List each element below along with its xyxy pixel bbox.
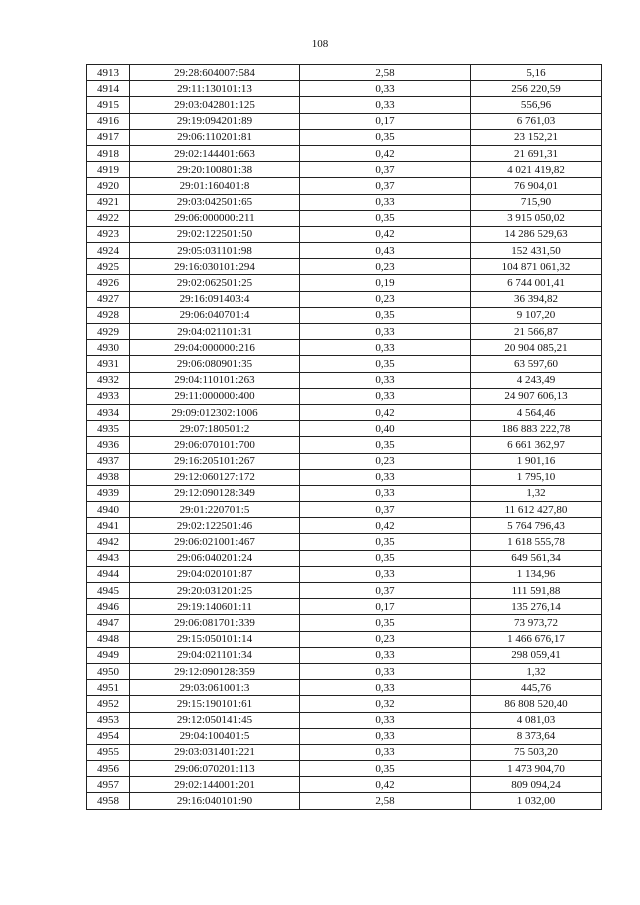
row-number-cell: 4944 bbox=[87, 566, 130, 582]
row-number-cell: 4941 bbox=[87, 518, 130, 534]
rate-cell: 2,58 bbox=[300, 793, 471, 809]
row-number-cell: 4942 bbox=[87, 534, 130, 550]
table-row bbox=[87, 696, 602, 712]
value-cell: 298 059,41 bbox=[471, 647, 602, 663]
value-cell: 63 597,60 bbox=[471, 356, 602, 372]
table-row bbox=[87, 291, 602, 307]
table-row bbox=[87, 129, 602, 145]
value-cell: 152 431,50 bbox=[471, 243, 602, 259]
row-number-cell: 4920 bbox=[87, 178, 130, 194]
table-row bbox=[87, 502, 602, 518]
rate-cell: 0,43 bbox=[300, 243, 471, 259]
rate-cell: 0,42 bbox=[300, 145, 471, 161]
value-cell: 11 612 427,80 bbox=[471, 502, 602, 518]
rate-cell: 0,37 bbox=[300, 502, 471, 518]
row-number-cell: 4923 bbox=[87, 226, 130, 242]
cadastral-number-cell: 29:06:080901:35 bbox=[130, 356, 300, 372]
rate-cell: 0,33 bbox=[300, 324, 471, 340]
value-cell: 21 566,87 bbox=[471, 324, 602, 340]
row-number-cell: 4934 bbox=[87, 404, 130, 420]
table-row bbox=[87, 243, 602, 259]
row-number-cell: 4943 bbox=[87, 550, 130, 566]
table-row bbox=[87, 275, 602, 291]
row-number-cell: 4955 bbox=[87, 744, 130, 760]
row-number-cell: 4921 bbox=[87, 194, 130, 210]
row-number-cell: 4938 bbox=[87, 469, 130, 485]
value-cell: 5 764 796,43 bbox=[471, 518, 602, 534]
value-cell: 86 808 520,40 bbox=[471, 696, 602, 712]
rate-cell: 0,37 bbox=[300, 162, 471, 178]
row-number-cell: 4936 bbox=[87, 437, 130, 453]
cadastral-number-cell: 29:12:050141:45 bbox=[130, 712, 300, 728]
value-cell: 6 744 001,41 bbox=[471, 275, 602, 291]
value-cell: 1,32 bbox=[471, 663, 602, 679]
cadastral-number-cell: 29:20:100801:38 bbox=[130, 162, 300, 178]
row-number-cell: 4957 bbox=[87, 777, 130, 793]
rate-cell: 0,33 bbox=[300, 663, 471, 679]
cadastral-number-cell: 29:06:000000:211 bbox=[130, 210, 300, 226]
cadastral-number-cell: 29:06:110201:81 bbox=[130, 129, 300, 145]
row-number-cell: 4935 bbox=[87, 421, 130, 437]
row-number-cell: 4916 bbox=[87, 113, 130, 129]
cadastral-number-cell: 29:15:190101:61 bbox=[130, 696, 300, 712]
row-number-cell: 4922 bbox=[87, 210, 130, 226]
row-number-cell: 4933 bbox=[87, 388, 130, 404]
row-number-cell: 4917 bbox=[87, 129, 130, 145]
cadastral-number-cell: 29:06:070101:700 bbox=[130, 437, 300, 453]
table-row bbox=[87, 437, 602, 453]
row-number-cell: 4958 bbox=[87, 793, 130, 809]
value-cell: 1 618 555,78 bbox=[471, 534, 602, 550]
rate-cell: 0,33 bbox=[300, 566, 471, 582]
rate-cell: 0,37 bbox=[300, 583, 471, 599]
value-cell: 1 901,16 bbox=[471, 453, 602, 469]
value-cell: 186 883 222,78 bbox=[471, 421, 602, 437]
table-row bbox=[87, 404, 602, 420]
value-cell: 4 021 419,82 bbox=[471, 162, 602, 178]
table-row bbox=[87, 97, 602, 113]
rate-cell: 2,58 bbox=[300, 65, 471, 81]
table-row bbox=[87, 65, 602, 81]
value-cell: 36 394,82 bbox=[471, 291, 602, 307]
cadastral-number-cell: 29:03:031401:221 bbox=[130, 744, 300, 760]
value-cell: 4 243,49 bbox=[471, 372, 602, 388]
rate-cell: 0,35 bbox=[300, 615, 471, 631]
value-cell: 135 276,14 bbox=[471, 599, 602, 615]
table-row bbox=[87, 761, 602, 777]
value-cell: 9 107,20 bbox=[471, 307, 602, 323]
value-cell: 76 904,01 bbox=[471, 178, 602, 194]
cadastral-number-cell: 29:15:050101:14 bbox=[130, 631, 300, 647]
cadastral-number-cell: 29:06:021001:467 bbox=[130, 534, 300, 550]
cadastral-number-cell: 29:06:070201:113 bbox=[130, 761, 300, 777]
table-row bbox=[87, 534, 602, 550]
rate-cell: 0,32 bbox=[300, 696, 471, 712]
cadastral-number-cell: 29:06:081701:339 bbox=[130, 615, 300, 631]
row-number-cell: 4953 bbox=[87, 712, 130, 728]
value-cell: 14 286 529,63 bbox=[471, 226, 602, 242]
cadastral-number-cell: 29:03:042501:65 bbox=[130, 194, 300, 210]
row-number-cell: 4925 bbox=[87, 259, 130, 275]
cadastral-number-cell: 29:03:042801:125 bbox=[130, 97, 300, 113]
row-number-cell: 4952 bbox=[87, 696, 130, 712]
row-number-cell: 4947 bbox=[87, 615, 130, 631]
table-row bbox=[87, 210, 602, 226]
cadastral-number-cell: 29:12:060127:172 bbox=[130, 469, 300, 485]
rate-cell: 0,23 bbox=[300, 631, 471, 647]
value-cell: 73 973,72 bbox=[471, 615, 602, 631]
cadastral-number-cell: 29:07:180501:2 bbox=[130, 421, 300, 437]
cadastral-number-cell: 29:16:205101:267 bbox=[130, 453, 300, 469]
value-cell: 21 691,31 bbox=[471, 145, 602, 161]
row-number-cell: 4930 bbox=[87, 340, 130, 356]
cadastral-number-cell: 29:12:090128:359 bbox=[130, 663, 300, 679]
row-number-cell: 4954 bbox=[87, 728, 130, 744]
cadastral-number-cell: 29:02:122501:50 bbox=[130, 226, 300, 242]
table-row bbox=[87, 663, 602, 679]
value-cell: 5,16 bbox=[471, 65, 602, 81]
rate-cell: 0,23 bbox=[300, 259, 471, 275]
cadastral-number-cell: 29:12:090128:349 bbox=[130, 485, 300, 501]
table-row bbox=[87, 324, 602, 340]
cadastral-number-cell: 29:06:040201:24 bbox=[130, 550, 300, 566]
cadastral-number-cell: 29:04:021101:34 bbox=[130, 647, 300, 663]
rate-cell: 0,17 bbox=[300, 113, 471, 129]
row-number-cell: 4950 bbox=[87, 663, 130, 679]
rate-cell: 0,33 bbox=[300, 97, 471, 113]
table-row bbox=[87, 550, 602, 566]
cadastral-number-cell: 29:11:000000:400 bbox=[130, 388, 300, 404]
value-cell: 556,96 bbox=[471, 97, 602, 113]
value-cell: 6 761,03 bbox=[471, 113, 602, 129]
rate-cell: 0,37 bbox=[300, 178, 471, 194]
cadastral-number-cell: 29:04:000000:216 bbox=[130, 340, 300, 356]
cadastral-number-cell: 29:01:220701:5 bbox=[130, 502, 300, 518]
page-number: 108 bbox=[311, 38, 329, 50]
table-row bbox=[87, 469, 602, 485]
cadastral-number-cell: 29:01:160401:8 bbox=[130, 178, 300, 194]
table-row bbox=[87, 777, 602, 793]
value-cell: 8 373,64 bbox=[471, 728, 602, 744]
table-row bbox=[87, 226, 602, 242]
rate-cell: 0,42 bbox=[300, 518, 471, 534]
value-cell: 20 904 085,21 bbox=[471, 340, 602, 356]
cadastral-number-cell: 29:09:012302:1006 bbox=[130, 404, 300, 420]
rate-cell: 0,35 bbox=[300, 437, 471, 453]
cadastral-number-cell: 29:04:020101:87 bbox=[130, 566, 300, 582]
value-cell: 809 094,24 bbox=[471, 777, 602, 793]
table-row bbox=[87, 421, 602, 437]
rate-cell: 0,33 bbox=[300, 194, 471, 210]
value-cell: 104 871 061,32 bbox=[471, 259, 602, 275]
rate-cell: 0,33 bbox=[300, 469, 471, 485]
rate-cell: 0,35 bbox=[300, 307, 471, 323]
cadastral-number-cell: 29:20:031201:25 bbox=[130, 583, 300, 599]
table-row bbox=[87, 178, 602, 194]
table-row bbox=[87, 194, 602, 210]
rate-cell: 0,23 bbox=[300, 453, 471, 469]
value-cell: 1 466 676,17 bbox=[471, 631, 602, 647]
row-number-cell: 4914 bbox=[87, 81, 130, 97]
rate-cell: 0,33 bbox=[300, 728, 471, 744]
cadastral-number-cell: 29:03:061001:3 bbox=[130, 680, 300, 696]
cadastral-number-cell: 29:02:122501:46 bbox=[130, 518, 300, 534]
table-row bbox=[87, 356, 602, 372]
cadastral-number-cell: 29:02:144401:663 bbox=[130, 145, 300, 161]
rate-cell: 0,33 bbox=[300, 647, 471, 663]
value-cell: 1 473 904,70 bbox=[471, 761, 602, 777]
row-number-cell: 4948 bbox=[87, 631, 130, 647]
cadastral-number-cell: 29:16:030101:294 bbox=[130, 259, 300, 275]
row-number-cell: 4915 bbox=[87, 97, 130, 113]
value-cell: 256 220,59 bbox=[471, 81, 602, 97]
value-cell: 1 134,96 bbox=[471, 566, 602, 582]
cadastral-number-cell: 29:02:062501:25 bbox=[130, 275, 300, 291]
rate-cell: 0,35 bbox=[300, 550, 471, 566]
row-number-cell: 4951 bbox=[87, 680, 130, 696]
cadastral-number-cell: 29:04:021101:31 bbox=[130, 324, 300, 340]
value-cell: 4 081,03 bbox=[471, 712, 602, 728]
row-number-cell: 4927 bbox=[87, 291, 130, 307]
value-cell: 3 915 050,02 bbox=[471, 210, 602, 226]
row-number-cell: 4946 bbox=[87, 599, 130, 615]
row-number-cell: 4924 bbox=[87, 243, 130, 259]
table-row bbox=[87, 113, 602, 129]
rate-cell: 0,17 bbox=[300, 599, 471, 615]
row-number-cell: 4932 bbox=[87, 372, 130, 388]
row-number-cell: 4940 bbox=[87, 502, 130, 518]
table-body bbox=[87, 65, 602, 810]
value-cell: 4 564,46 bbox=[471, 404, 602, 420]
table-row bbox=[87, 615, 602, 631]
table-row bbox=[87, 599, 602, 615]
cadastral-number-cell: 29:19:140601:11 bbox=[130, 599, 300, 615]
rate-cell: 0,33 bbox=[300, 712, 471, 728]
cadastral-number-cell: 29:16:040101:90 bbox=[130, 793, 300, 809]
row-number-cell: 4928 bbox=[87, 307, 130, 323]
table-row bbox=[87, 680, 602, 696]
row-number-cell: 4929 bbox=[87, 324, 130, 340]
row-number-cell: 4926 bbox=[87, 275, 130, 291]
value-cell: 1 795,10 bbox=[471, 469, 602, 485]
table-row bbox=[87, 793, 602, 809]
rate-cell: 0,19 bbox=[300, 275, 471, 291]
table-row bbox=[87, 518, 602, 534]
cadastral-number-cell: 29:05:031101:98 bbox=[130, 243, 300, 259]
cadastral-number-cell: 29:19:094201:89 bbox=[130, 113, 300, 129]
value-cell: 649 561,34 bbox=[471, 550, 602, 566]
table-row bbox=[87, 145, 602, 161]
rate-cell: 0,33 bbox=[300, 485, 471, 501]
rate-cell: 0,35 bbox=[300, 761, 471, 777]
rate-cell: 0,33 bbox=[300, 388, 471, 404]
rate-cell: 0,33 bbox=[300, 680, 471, 696]
table-row bbox=[87, 453, 602, 469]
table-row bbox=[87, 340, 602, 356]
table-row bbox=[87, 631, 602, 647]
table-row bbox=[87, 485, 602, 501]
rate-cell: 0,35 bbox=[300, 356, 471, 372]
row-number-cell: 4937 bbox=[87, 453, 130, 469]
value-cell: 445,76 bbox=[471, 680, 602, 696]
row-number-cell: 4949 bbox=[87, 647, 130, 663]
value-cell: 111 591,88 bbox=[471, 583, 602, 599]
table-row bbox=[87, 372, 602, 388]
value-cell: 23 152,21 bbox=[471, 129, 602, 145]
cadastral-number-cell: 29:02:144001:201 bbox=[130, 777, 300, 793]
row-number-cell: 4945 bbox=[87, 583, 130, 599]
row-number-cell: 4918 bbox=[87, 145, 130, 161]
table-row bbox=[87, 583, 602, 599]
table-row bbox=[87, 259, 602, 275]
table-row bbox=[87, 728, 602, 744]
table-row bbox=[87, 647, 602, 663]
row-number-cell: 4919 bbox=[87, 162, 130, 178]
rate-cell: 0,35 bbox=[300, 534, 471, 550]
row-number-cell: 4931 bbox=[87, 356, 130, 372]
table-row bbox=[87, 307, 602, 323]
value-cell: 1,32 bbox=[471, 485, 602, 501]
table-row bbox=[87, 388, 602, 404]
value-cell: 6 661 362,97 bbox=[471, 437, 602, 453]
value-cell: 24 907 606,13 bbox=[471, 388, 602, 404]
row-number-cell: 4913 bbox=[87, 65, 130, 81]
rate-cell: 0,42 bbox=[300, 226, 471, 242]
rate-cell: 0,33 bbox=[300, 372, 471, 388]
rate-cell: 0,33 bbox=[300, 744, 471, 760]
rate-cell: 0,40 bbox=[300, 421, 471, 437]
rate-cell: 0,42 bbox=[300, 777, 471, 793]
table-row bbox=[87, 744, 602, 760]
rate-cell: 0,33 bbox=[300, 340, 471, 356]
table-row bbox=[87, 566, 602, 582]
data-table bbox=[86, 64, 602, 810]
cadastral-number-cell: 29:04:110101:263 bbox=[130, 372, 300, 388]
rate-cell: 0,23 bbox=[300, 291, 471, 307]
cadastral-number-cell: 29:11:130101:13 bbox=[130, 81, 300, 97]
table-row bbox=[87, 712, 602, 728]
value-cell: 75 503,20 bbox=[471, 744, 602, 760]
rate-cell: 0,33 bbox=[300, 81, 471, 97]
cadastral-number-cell: 29:16:091403:4 bbox=[130, 291, 300, 307]
cadastral-number-cell: 29:06:040701:4 bbox=[130, 307, 300, 323]
rate-cell: 0,35 bbox=[300, 129, 471, 145]
rate-cell: 0,42 bbox=[300, 404, 471, 420]
rate-cell: 0,35 bbox=[300, 210, 471, 226]
cadastral-number-cell: 29:04:100401:5 bbox=[130, 728, 300, 744]
value-cell: 1 032,00 bbox=[471, 793, 602, 809]
table-row bbox=[87, 81, 602, 97]
table-row bbox=[87, 162, 602, 178]
value-cell: 715,90 bbox=[471, 194, 602, 210]
cadastral-number-cell: 29:28:604007:584 bbox=[130, 65, 300, 81]
row-number-cell: 4939 bbox=[87, 485, 130, 501]
row-number-cell: 4956 bbox=[87, 761, 130, 777]
